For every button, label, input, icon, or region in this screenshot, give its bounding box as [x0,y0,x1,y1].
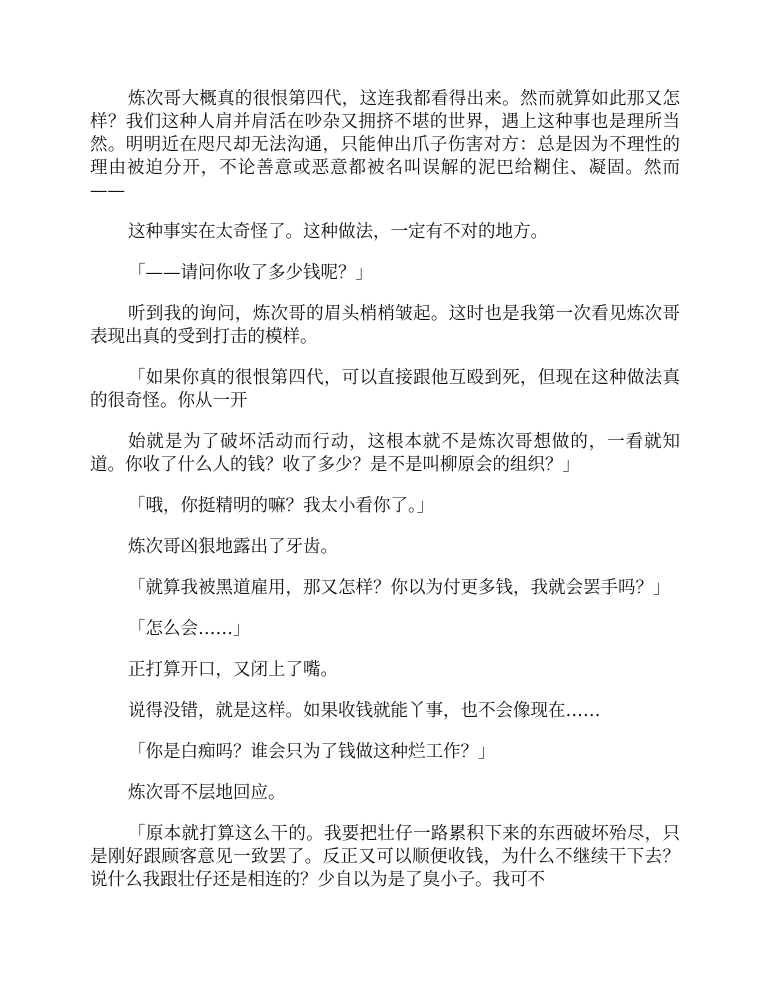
paragraph-3: 「——请问你收了多少钱呢？」 [128,263,373,283]
paragraph-8: 炼次哥凶狠地露出了牙齿。 [128,537,338,557]
paragraph-15: 「原本就打算这么干的。我要把壮仔一路累积下来的东西破坏殆尽，只是刚好跟顾客意见一致罢了。反正又可以顺便收钱，为什么不继续干下去？说什么我跟壮仔还是相连的？少自以为是了臭小子。我可不 [90,824,680,890]
paragraph-13: 「你是白痴吗？谁会只为了钱做这种烂工作？」 [128,742,496,762]
paragraph-12: 说得没错，就是这样。如果收钱就能丫事，也不会像现在…… [128,701,601,721]
paragraph-1: 炼次哥大概真的很恨第四代，这连我都看得出来。然而就算如此那又怎样？我们这种人肩并肩活在吵杂又拥挤不堪的世界，遇上这种事也是理所当然。明明近在咫尺却无法沟通，只能伸出爪子伤害对方：总是因为不理性的理由被迫分开，不论善意或恶意都被名叫误解的泥巴给糊住、凝固。然而—— [90,89,680,201]
paragraph-11: 正打算开口，又闭上了嘴。 [128,660,338,680]
paragraph-10: 「怎么会……」 [128,619,251,639]
paragraph-7: 「哦，你挺精明的嘛？我太小看你了。」 [128,496,435,516]
paragraph-14: 炼次哥不层地回应。 [128,783,286,803]
paragraph-5: 「如果你真的很恨第四代，可以直接跟他互殴到死，但现在这种做法真的很奇怪。你从一开 [90,368,680,411]
paragraph-9: 「就算我被黑道雇用，那又怎样？你以为付更多钱，我就会罢手吗？」 [128,578,671,598]
paragraph-2: 这种事实在太奇怪了。这种做法，一定有不对的地方。 [128,222,548,242]
paragraph-4: 听到我的询问，炼次哥的眉头梢梢皱起。这时也是我第一次看见炼次哥表现出真的受到打击的模样。 [90,304,680,347]
document-page [90,88,680,910]
paragraph-6: 始就是为了破坏活动而行动，这根本就不是炼次哥想做的，一看就知道。你收了什么人的钱？收了多少？是不是叫柳原会的组织？」 [90,432,680,475]
